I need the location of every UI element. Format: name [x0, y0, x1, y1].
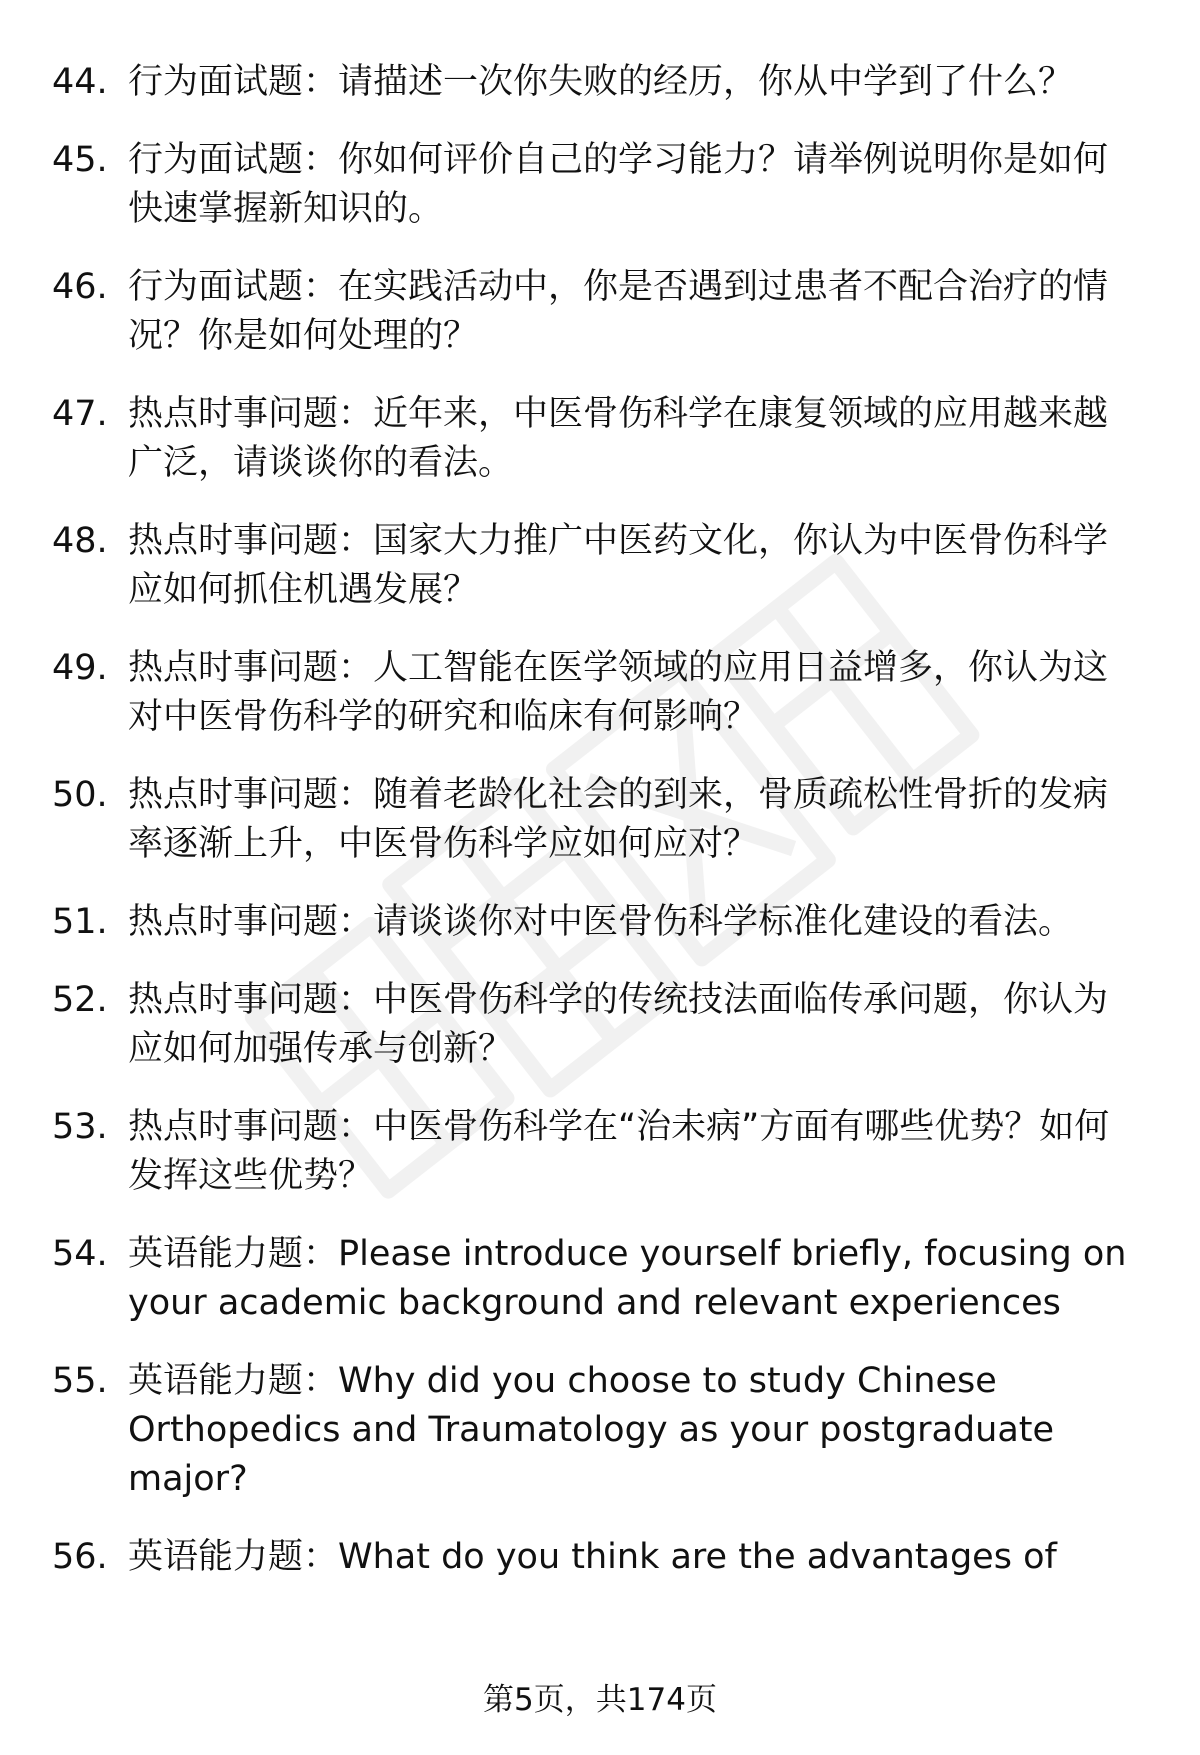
question-number: 56. [52, 1537, 108, 1577]
question-text: 英语能力题：What do you think are the advantages of [128, 1537, 1057, 1577]
question-text: 行为面试题：你如何评价自己的学习能力？请举例说明你是如何快速掌握新知识的。 [128, 140, 1109, 229]
list-item [52, 390, 1142, 488]
question-number: 46. [52, 267, 108, 307]
question-number: 45. [52, 140, 108, 180]
question-text: 行为面试题：请描述一次你失败的经历，你从中学到了什么？ [128, 62, 1074, 102]
question-number: 55. [52, 1361, 108, 1401]
question-text: 英语能力题：Please introduce yourself briefly, focusing on your academic background and relevant experiences [128, 1234, 1127, 1323]
question-text: 英语能力题：Why did you choose to study Chinese Orthopedics and Traumatology as your postgraduate major? [128, 1361, 1055, 1499]
list-item [52, 1357, 1142, 1504]
question-number: 48. [52, 521, 108, 561]
question-number: 52. [52, 980, 108, 1020]
question-number: 53. [52, 1107, 108, 1147]
list-item [52, 898, 1142, 947]
question-number: 47. [52, 394, 108, 434]
question-text: 热点时事问题：请谈谈你对中医骨伤科学标准化建设的看法。 [128, 902, 1074, 942]
question-text: 热点时事问题：人工智能在医学领域的应用日益增多，你认为这对中医骨伤科学的研究和临床有何影响？ [128, 648, 1109, 737]
question-number: 44. [52, 62, 108, 102]
list-item [52, 1533, 1142, 1582]
list-item [52, 136, 1142, 234]
question-text: 热点时事问题：近年来，中医骨伤科学在康复领域的应用越来越广泛，请谈谈你的看法。 [128, 394, 1109, 483]
list-item [52, 771, 1142, 869]
question-number: 50. [52, 775, 108, 815]
question-text: 热点时事问题：随着老龄化社会的到来，骨质疏松性骨折的发病率逐渐上升，中医骨伤科学应如何应对？ [128, 775, 1109, 864]
question-text: 热点时事问题：中医骨伤科学的传统技法面临传承问题，你认为应如何加强传承与创新？ [128, 980, 1109, 1069]
list-item [52, 263, 1142, 361]
list-item [52, 1230, 1142, 1328]
question-number: 51. [52, 902, 108, 942]
list-item [52, 644, 1142, 742]
list-item [52, 976, 1142, 1074]
question-text: 热点时事问题：中医骨伤科学在“治未病”方面有哪些优势？如何发挥这些优势？ [128, 1107, 1110, 1196]
question-number: 54. [52, 1234, 108, 1274]
list-item [52, 58, 1142, 107]
page-indicator: 第5页，共174页 [483, 1682, 717, 1718]
question-text: 行为面试题：在实践活动中，你是否遇到过患者不配合治疗的情况？你是如何处理的？ [128, 267, 1109, 356]
list-item [52, 517, 1142, 615]
question-list [52, 58, 1142, 1611]
question-number: 49. [52, 648, 108, 688]
question-text: 热点时事问题：国家大力推广中医药文化，你认为中医骨伤科学应如何抓住机遇发展？ [128, 521, 1109, 610]
list-item [52, 1103, 1142, 1201]
